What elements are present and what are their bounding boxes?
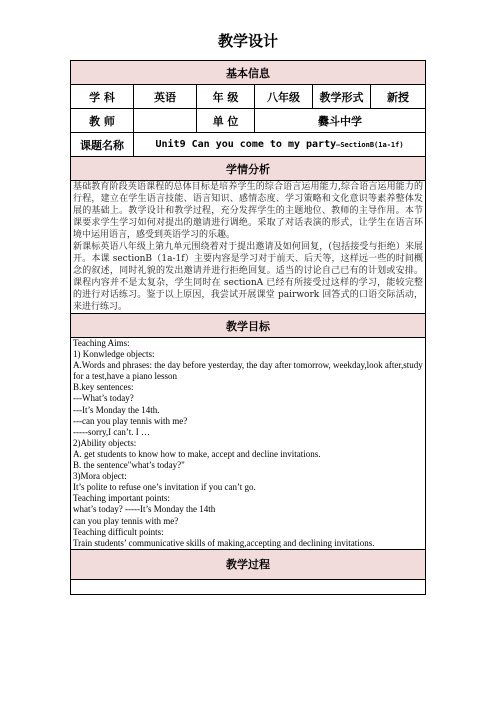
- goal-line: B. the sentence"what’s today?": [73, 460, 185, 471]
- goal-line: 2)Ability objects:: [73, 437, 137, 448]
- course-title-section: —SectionB(1a-1f): [336, 141, 404, 149]
- analysis-header: 学情分析: [71, 157, 426, 181]
- goal-line: A.Words and phrases: the day before yesterday, the day after tomorrow, weekday,look after,study for a test,have a piano lesson: [73, 360, 423, 382]
- course-title-label: 课题名称: [71, 133, 134, 157]
- goal-line: Teaching Aims:: [73, 338, 130, 348]
- goal-line: 1) Konwledge objects:: [73, 349, 155, 360]
- goal-line: Teaching difficult points:: [73, 526, 164, 537]
- goal-line: what’s today? -----It’s Monday the 14th: [73, 504, 216, 515]
- basic-info-header: 基本信息: [71, 61, 426, 85]
- unit-value: 爨斗中学: [255, 109, 426, 133]
- subject-label: 学 科: [71, 85, 134, 109]
- teaching-goals-content: [71, 338, 426, 550]
- course-title-main: Unit9 Can you come to my party: [155, 139, 337, 150]
- document-title: 教学设计: [217, 32, 278, 50]
- goal-line: -----sorry,I can’t. I …: [73, 426, 150, 437]
- lesson-plan-table: [70, 60, 426, 595]
- goal-line: can you play tennis with me?: [73, 515, 179, 526]
- goal-line: ---What’s today?: [73, 393, 134, 404]
- unit-label: 单 位: [197, 109, 255, 133]
- analysis-paragraph: 基础教育阶段英语课程的总体目标是培养学生的综合语言运用能力,综合语言运用能力的行程，建立在学生语言技能、语言知识、感情态度、学习策略和文化意识等素养整体发展的基础上。教学设计和教学过程，充分发挥学生的主题地位、教师的主导作用。本节课要求学生学习如何对提出的邀请进行调绝。采取了对话表演的形式，让学生在语言环境中运用语言，感受到英语学习的乐趣。: [73, 182, 424, 240]
- goal-line: 3)Mora object:: [73, 471, 127, 482]
- grade-value: 八年级: [255, 85, 313, 109]
- analysis-content: [71, 181, 426, 314]
- teaching-process-content: [71, 579, 426, 594]
- goal-line: B.key sentences:: [73, 382, 134, 393]
- goal-line: Train students’ communicative skills of making,accepting and declining invitations.: [73, 537, 375, 548]
- goal-line: Teaching important points:: [73, 493, 170, 504]
- course-title-value: [134, 133, 426, 157]
- teaching-form-label: 教学形式: [313, 85, 371, 109]
- subject-value: 英语: [134, 85, 197, 109]
- teacher-label: 教 师: [71, 109, 134, 133]
- grade-label: 年 级: [197, 85, 255, 109]
- goal-line: ---It’s Monday the 14th.: [73, 404, 160, 415]
- teaching-goals-header: 教学目标: [71, 314, 426, 338]
- goal-line: ---can you play tennis with me?: [73, 415, 188, 426]
- teacher-value: [134, 109, 197, 133]
- teaching-form-value: 新授: [371, 85, 426, 109]
- analysis-paragraph: 新课标英语八年级上第九单元围绕着对于提出邀请及如何回复，(包括接受与拒绝）来展开。本课 sectionB（1a-1f）主要内容是学习对于前天、后天等，这样远一些的时间概念的叙述，同时礼貌的发出邀请并进行拒绝回复。适当的讨论自己已有的计划或安排。课程内容并不是太复杂，学生同时在 sectionA 已经有所接受过这样的学习，能较完整的进行对话练习。鉴于以上原因，我尝试开展课堂 pairwork 回答式的口语交际活动，来进行练习。: [73, 242, 424, 312]
- teaching-process-header: 教学过程: [71, 549, 426, 579]
- goal-line: A. get students to know how to make, accept and decline invitations.: [73, 448, 321, 459]
- goal-line: It’s polite to refuse one’s invitation if you can’t go.: [73, 482, 256, 493]
